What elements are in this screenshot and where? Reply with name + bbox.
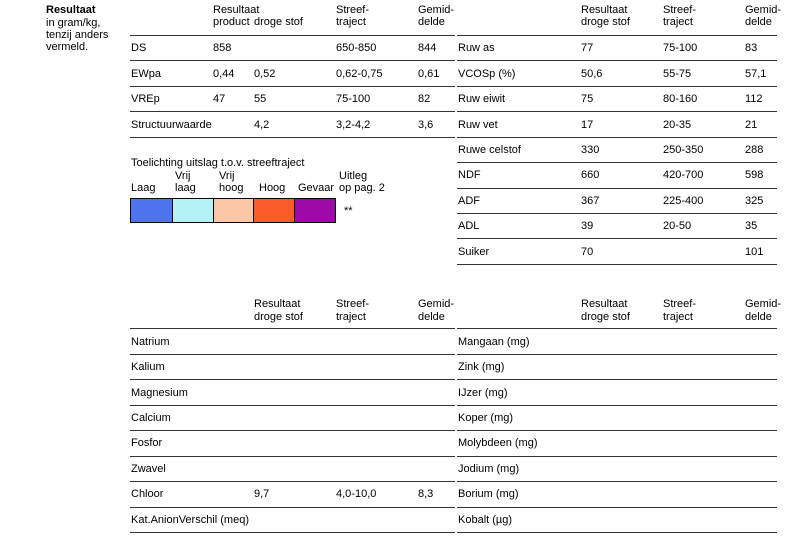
resultaat-note-line: vermeld. xyxy=(46,41,89,53)
row-divider xyxy=(130,111,455,112)
cell-res: 367 xyxy=(581,195,600,207)
row-divider xyxy=(130,430,455,431)
row-label: Ruw as xyxy=(458,42,495,54)
row-label: Fosfor xyxy=(131,437,163,449)
cell-res: 77 xyxy=(581,42,594,54)
header-gemid: Gemid- xyxy=(745,298,782,310)
cell-res: 17 xyxy=(581,119,594,131)
legend-label-hoog: Hoog xyxy=(259,182,286,194)
header-traject: traject xyxy=(663,311,693,323)
row-label: EWpa xyxy=(131,68,161,80)
row-divider xyxy=(130,86,455,87)
header-droge-stof: droge stof xyxy=(581,16,630,28)
cell-streef: 20-50 xyxy=(663,220,692,232)
cell-res: 330 xyxy=(581,144,600,156)
row-label: IJzer (mg) xyxy=(458,387,508,399)
row-label: Mangaan (mg) xyxy=(458,336,530,348)
row-label: Natrium xyxy=(131,336,170,348)
row-label: Suiker xyxy=(458,246,490,258)
header-resultaat: Resultaat xyxy=(254,298,301,310)
cell-gem: 325 xyxy=(745,195,764,207)
cell-streef: 3,2-4,2 xyxy=(336,119,371,131)
row-label: Kobalt (µg) xyxy=(458,514,513,526)
cell-streef: 0,62-0,75 xyxy=(336,68,383,80)
header-droge-stof: droge stof xyxy=(581,311,630,323)
row-divider xyxy=(457,111,777,112)
row-label: Zink (mg) xyxy=(458,361,505,373)
row-divider xyxy=(457,328,777,329)
row-divider xyxy=(130,379,455,380)
cell-gem: 8,3 xyxy=(418,488,434,500)
cell-streef: 420-700 xyxy=(663,169,704,181)
row-divider xyxy=(457,35,777,36)
header-traject: traject xyxy=(336,311,366,323)
cell-res: 75 xyxy=(581,93,594,105)
row-label: NDF xyxy=(458,169,481,181)
swatch-gevaar xyxy=(294,198,336,223)
cell-streef: 225-400 xyxy=(663,195,704,207)
row-divider xyxy=(130,328,455,329)
row-divider xyxy=(130,35,455,36)
row-divider xyxy=(457,354,777,355)
row-divider xyxy=(457,162,777,163)
cell-streef: 20-35 xyxy=(663,119,692,131)
swatch-vrij-laag xyxy=(172,198,214,223)
cell-streef: 250-350 xyxy=(663,144,704,156)
row-label: DS xyxy=(131,42,147,54)
legend-label-laag: Laag xyxy=(131,182,156,194)
row-label: Ruwe celstof xyxy=(458,144,521,156)
legend-label-uitleg: Uitleg xyxy=(339,170,368,182)
cell-gem: 598 xyxy=(745,169,764,181)
legend-label-laag2: laag xyxy=(175,182,196,194)
legend-label-pag: op pag. 2 xyxy=(339,182,385,194)
row-label: Structuurwaarde xyxy=(131,119,212,131)
cell-gem: 101 xyxy=(745,246,764,258)
header-delde: delde xyxy=(745,311,772,323)
cell-res: 9,7 xyxy=(254,488,270,500)
row-divider xyxy=(457,405,777,406)
row-label: Kat.AnionVerschil (meq) xyxy=(131,514,249,526)
legend-label-vrij: Vrij xyxy=(175,170,191,182)
row-label: Calcium xyxy=(131,412,171,424)
cell-gem: 35 xyxy=(745,220,758,232)
row-divider xyxy=(457,60,777,61)
row-label: Molybdeen (mg) xyxy=(458,437,538,449)
row-label: Koper (mg) xyxy=(458,412,514,424)
legend-stars: ** xyxy=(344,205,353,217)
row-label: VREp xyxy=(131,93,160,105)
header-streef: Streef- xyxy=(336,4,370,16)
resultaat-note-line: tenzij anders xyxy=(46,29,109,41)
row-divider xyxy=(457,238,777,239)
cell-streef: 55-75 xyxy=(663,68,692,80)
row-divider xyxy=(130,137,455,138)
resultaat-title: Resultaat xyxy=(46,4,96,16)
cell-gem: 21 xyxy=(745,119,758,131)
cell-gem: 57,1 xyxy=(745,68,767,80)
header-gemid: Gemid- xyxy=(418,298,455,310)
row-divider xyxy=(130,456,455,457)
row-divider xyxy=(457,264,777,265)
header-resultaat: Resultaat xyxy=(581,4,628,16)
row-label: Kalium xyxy=(131,361,165,373)
row-label: Borium (mg) xyxy=(458,488,519,500)
header-delde: delde xyxy=(418,311,445,323)
cell-streef: 650-850 xyxy=(336,42,377,54)
header-resultaat: Resultaat xyxy=(581,298,628,310)
cell-streef: 75-100 xyxy=(663,42,698,54)
row-divider xyxy=(457,481,777,482)
header-droge-stof: droge stof xyxy=(254,16,303,28)
header-droge-stof: droge stof xyxy=(254,311,303,323)
legend-label-hoog2: hoog xyxy=(219,182,244,194)
row-divider xyxy=(457,532,777,533)
cell-gem: 82 xyxy=(418,93,431,105)
cell-product: 47 xyxy=(213,93,226,105)
row-divider xyxy=(130,60,455,61)
row-label: Zwavel xyxy=(131,463,166,475)
cell-res: 70 xyxy=(581,246,594,258)
legend-label-vrij: Vrij xyxy=(219,170,235,182)
header-gemid: Gemid- xyxy=(745,4,782,16)
legend-label-gevaar: Gevaar xyxy=(298,182,335,194)
cell-gem: 844 xyxy=(418,42,437,54)
header-traject: traject xyxy=(663,16,693,28)
header-delde: delde xyxy=(418,16,445,28)
cell-droge-stof: 0,52 xyxy=(254,68,276,80)
row-label: Chloor xyxy=(131,488,164,500)
cell-product: 858 xyxy=(213,42,232,54)
row-divider xyxy=(457,188,777,189)
cell-res: 39 xyxy=(581,220,594,232)
row-divider xyxy=(457,86,777,87)
cell-gem: 83 xyxy=(745,42,758,54)
cell-gem: 112 xyxy=(745,93,763,105)
swatch-vrij-hoog xyxy=(213,198,254,223)
cell-gem: 3,6 xyxy=(418,119,434,131)
header-streef: Streef- xyxy=(663,4,697,16)
row-label: Jodium (mg) xyxy=(458,463,520,475)
cell-gem: 0,61 xyxy=(418,68,440,80)
cell-gem: 288 xyxy=(745,144,764,156)
row-divider xyxy=(130,405,455,406)
cell-streef: 75-100 xyxy=(336,93,371,105)
cell-product: 0,44 xyxy=(213,68,235,80)
swatch-hoog xyxy=(253,198,295,223)
cell-droge-stof: 55 xyxy=(254,93,267,105)
header-delde: delde xyxy=(745,16,772,28)
row-divider xyxy=(457,507,777,508)
row-divider xyxy=(457,456,777,457)
row-label: VCOSp (%) xyxy=(458,68,516,80)
row-label: Ruw eiwit xyxy=(458,93,506,105)
row-divider xyxy=(130,532,455,533)
row-divider xyxy=(457,137,777,138)
row-label: Ruw vet xyxy=(458,119,498,131)
resultaat-note-line: in gram/kg, xyxy=(46,17,101,29)
header-product: product xyxy=(213,16,250,28)
cell-droge-stof: 4,2 xyxy=(254,119,270,131)
row-label: ADL xyxy=(458,220,480,232)
row-label: ADF xyxy=(458,195,480,207)
cell-streef: 80-160 xyxy=(663,93,698,105)
header-streef: Streef- xyxy=(663,298,697,310)
header-traject: traject xyxy=(336,16,366,28)
header-gemid: Gemid- xyxy=(418,4,455,16)
swatch-laag xyxy=(130,198,173,223)
cell-res: 660 xyxy=(581,169,600,181)
header-streef: Streef- xyxy=(336,298,370,310)
row-divider xyxy=(130,354,455,355)
row-divider xyxy=(457,213,777,214)
row-label: Magnesium xyxy=(131,387,188,399)
cell-streef: 4,0-10,0 xyxy=(336,488,377,500)
row-divider xyxy=(457,379,777,380)
row-divider xyxy=(130,507,455,508)
header-resultaat: Resultaat xyxy=(213,4,260,16)
row-divider xyxy=(130,481,455,482)
legend-title: Toelichting uitslag t.o.v. streeftraject xyxy=(131,157,305,169)
row-divider xyxy=(457,430,777,431)
cell-res: 50,6 xyxy=(581,68,603,80)
